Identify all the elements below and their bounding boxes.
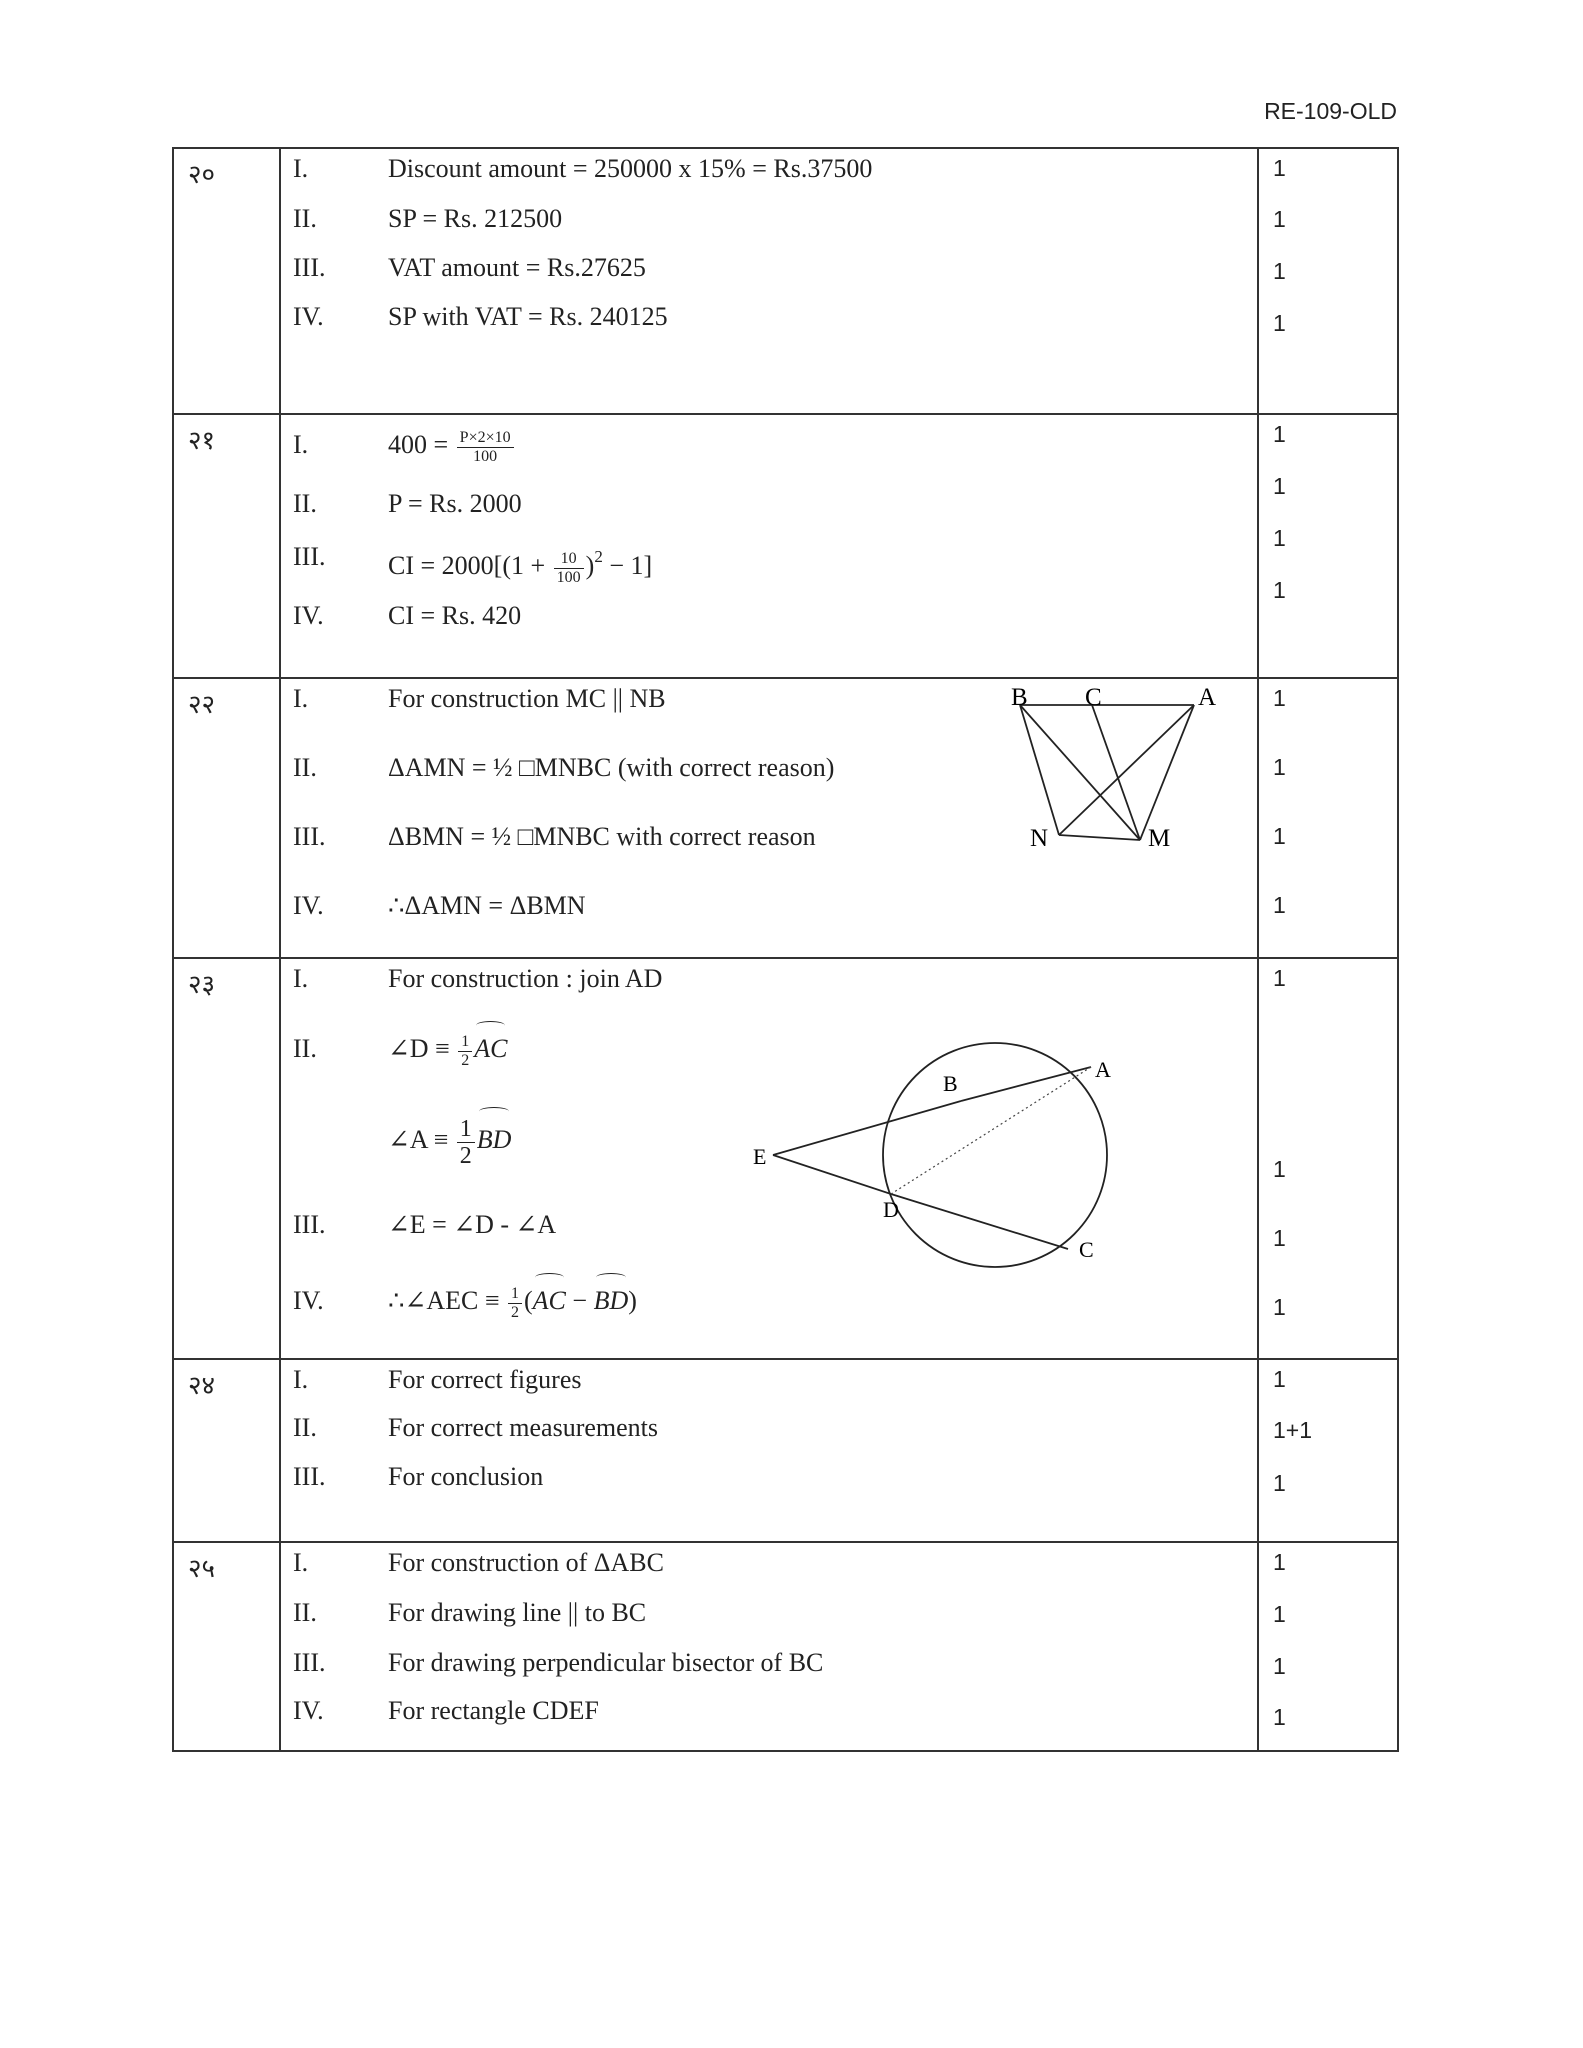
step-numeral: III.	[293, 253, 326, 282]
fraction	[457, 1116, 475, 1169]
marking-scheme-table	[172, 147, 1399, 1752]
mark-value: 1	[1273, 1294, 1286, 1320]
mark-value: 1	[1273, 965, 1286, 991]
step-numeral: III.	[293, 1210, 326, 1239]
vertex-label-a: A	[1198, 684, 1217, 711]
mark-value: 1	[1273, 577, 1286, 603]
fraction-denominator: 100	[473, 447, 498, 465]
table-row	[173, 1542, 1398, 1751]
solution-step	[281, 1543, 1081, 1583]
point-label-e: E	[753, 1144, 767, 1169]
question-number: २०	[188, 160, 216, 190]
fraction-numerator: 1	[458, 1033, 472, 1052]
step-text: SP with VAT = Rs. 240125	[388, 302, 668, 331]
trapezium-figure	[984, 683, 1217, 853]
step-text: ΔAMN = ½ □MNBC (with correct reason)	[388, 753, 835, 782]
step-text	[388, 419, 516, 471]
solution-step	[281, 484, 1081, 524]
step-numeral: IV.	[293, 601, 324, 630]
table-row	[173, 958, 1398, 1359]
step-numeral: I.	[293, 430, 309, 459]
step-numeral: I.	[293, 1365, 309, 1394]
equation-lhs: 400 =	[388, 430, 449, 459]
mark-value: 1	[1273, 206, 1286, 232]
exponent: 2	[594, 547, 603, 566]
solution-step	[281, 817, 1081, 857]
fraction	[508, 1285, 522, 1322]
step-numeral: III.	[293, 1648, 326, 1677]
fraction-denominator: 2	[511, 1303, 519, 1321]
angle-expression: ∠A ≡	[388, 1125, 449, 1154]
mark-value: 1	[1273, 421, 1286, 447]
table-row	[173, 1359, 1398, 1542]
solution-step	[281, 199, 1081, 239]
solution-step	[281, 1457, 1081, 1497]
solution-cell	[280, 1359, 1258, 1542]
question-number: २३	[188, 970, 216, 1000]
mark-value: 1	[1273, 685, 1286, 711]
formula-paren: )	[585, 551, 595, 580]
point-label-c: C	[1079, 1237, 1094, 1262]
solution-step	[281, 419, 1081, 471]
solution-cell	[280, 678, 1258, 958]
mark-value: 1	[1273, 754, 1286, 780]
step-text: For conclusion	[388, 1462, 544, 1491]
point-label-a: A	[1095, 1057, 1111, 1082]
solution-step	[281, 1593, 1081, 1633]
marks-cell	[1258, 1359, 1398, 1542]
step-text	[388, 1023, 507, 1075]
step-numeral: II.	[293, 489, 317, 518]
mark-value: 1	[1273, 1225, 1286, 1251]
point-label-d: D	[883, 1197, 899, 1222]
mark-value: 1	[1273, 473, 1286, 499]
mark-value: 1	[1273, 1366, 1286, 1392]
mark-value: 1	[1273, 1704, 1286, 1730]
step-numeral: IV.	[293, 302, 324, 331]
question-number: २१	[188, 426, 216, 456]
step-text: ∠E = ∠D - ∠A	[388, 1210, 557, 1239]
fraction-denominator: 2	[461, 1051, 470, 1069]
fraction-numerator: 1	[508, 1285, 522, 1304]
arc-notation: AC	[533, 1275, 566, 1327]
vertex-label-m: M	[1148, 825, 1171, 852]
table-row	[173, 678, 1398, 958]
angle-expression: ∠D ≡	[388, 1034, 450, 1063]
fraction-numerator: P×2×10	[457, 429, 514, 448]
question-number-cell	[173, 958, 280, 1359]
step-numeral: IV.	[293, 891, 324, 920]
point-label-b: B	[943, 1071, 958, 1096]
mark-value: 1	[1273, 1549, 1286, 1575]
step-numeral: II.	[293, 1034, 317, 1063]
vertex-label-c: C	[1085, 684, 1102, 711]
mark-value: 1	[1273, 892, 1286, 918]
mark-value: 1	[1273, 1470, 1286, 1496]
question-number-cell	[173, 414, 280, 678]
solution-step	[281, 1643, 1081, 1683]
question-number: २२	[188, 690, 216, 720]
question-number-cell	[173, 1359, 280, 1542]
fraction-numerator: 1	[457, 1116, 475, 1143]
fraction-numerator: 10	[554, 550, 584, 569]
solution-step	[281, 1360, 1081, 1400]
step-text: P = Rs. 2000	[388, 489, 522, 518]
solution-step	[281, 248, 1081, 288]
step-numeral: I.	[293, 1548, 309, 1577]
table-row	[173, 148, 1398, 414]
mark-value: 1	[1273, 155, 1286, 181]
step-numeral: III.	[293, 1462, 326, 1491]
arc-notation: BD	[594, 1275, 629, 1327]
step-numeral: I.	[293, 964, 309, 993]
step-text: Discount amount = 250000 x 15% = Rs.37500	[388, 154, 873, 183]
step-text: VAT amount = Rs.27625	[388, 253, 646, 282]
step-text: CI = Rs. 420	[388, 601, 522, 630]
question-number: २५	[188, 1554, 216, 1584]
marks-cell	[1258, 414, 1398, 678]
step-numeral: I.	[293, 684, 309, 713]
step-numeral: IV.	[293, 1696, 324, 1725]
minus-sign: −	[565, 1286, 594, 1315]
arc-notation: AC	[474, 1023, 507, 1075]
question-number: २४	[188, 1371, 216, 1401]
mark-value: 1	[1273, 310, 1286, 336]
step-numeral: III.	[293, 822, 326, 851]
step-numeral: III.	[293, 542, 326, 571]
step-text	[388, 531, 652, 592]
solution-step	[281, 886, 1081, 926]
formula-tail: − 1]	[602, 551, 653, 580]
mark-value: 1	[1273, 1653, 1286, 1679]
step-numeral: I.	[293, 154, 309, 183]
step-numeral: II.	[293, 204, 317, 233]
step-text: For rectangle CDEF	[388, 1696, 599, 1725]
solution-step	[281, 959, 1081, 999]
marks-cell	[1258, 1542, 1398, 1751]
document-code: RE-109-OLD	[1264, 98, 1397, 124]
mark-value: 1	[1273, 1156, 1286, 1182]
step-text: For drawing perpendicular bisector of BC	[388, 1648, 824, 1677]
fraction	[458, 1033, 472, 1070]
solution-step	[281, 1691, 1081, 1731]
marks-cell	[1258, 148, 1398, 414]
marks-cell	[1258, 678, 1398, 958]
solution-cell	[280, 1542, 1258, 1751]
vertex-label-b: B	[1011, 684, 1028, 711]
step-text: For correct measurements	[388, 1413, 659, 1442]
solution-step	[281, 1275, 1081, 1327]
solution-cell	[280, 414, 1258, 678]
mark-value: 1+1	[1273, 1417, 1313, 1443]
step-text: For construction MC || NB	[388, 684, 666, 713]
circle-secant-figure	[743, 1049, 1118, 1262]
step-text: ∴∠AEC ≡ $\frac{1}{2}$ (AC − BD)	[388, 1275, 637, 1327]
step-text: ΔBMN = ½ □MNBC with correct reason	[388, 822, 816, 851]
question-number-cell	[173, 148, 280, 414]
question-number-cell	[173, 1542, 280, 1751]
mark-value: 1	[1273, 258, 1286, 284]
solution-cell	[280, 148, 1258, 414]
vertex-label-n: N	[1030, 825, 1049, 852]
step-text: SP = Rs. 212500	[388, 204, 563, 233]
arc-notation: BD	[477, 1109, 512, 1171]
marks-cell	[1258, 958, 1398, 1359]
step-text: ∴ΔAMN = ΔBMN	[388, 891, 586, 920]
step-text: For construction of ΔABC	[388, 1548, 664, 1577]
question-number-cell	[173, 678, 280, 958]
mark-value: 1	[1273, 823, 1286, 849]
step-numeral: IV.	[293, 1286, 324, 1315]
formula-prefix: CI = 2000[(1 +	[388, 551, 546, 580]
fraction	[554, 550, 584, 587]
solution-cell	[280, 958, 1258, 1359]
angle-expression: ∴∠AEC ≡	[388, 1286, 500, 1315]
fraction	[457, 429, 514, 466]
fraction-denominator: 100	[556, 568, 581, 586]
step-numeral: II.	[293, 1598, 317, 1627]
solution-step	[281, 297, 1081, 337]
fraction-denominator: 2	[459, 1142, 472, 1169]
solution-step	[281, 596, 1081, 636]
step-numeral: II.	[293, 1413, 317, 1442]
solution-step	[281, 1408, 1081, 1448]
step-numeral: II.	[293, 753, 317, 782]
step-text: For drawing line || to BC	[388, 1598, 647, 1627]
table-row	[173, 414, 1398, 678]
solution-step	[281, 748, 1081, 788]
solution-step	[281, 679, 1081, 719]
solution-step	[281, 149, 1081, 189]
step-text: For correct figures	[388, 1365, 582, 1394]
mark-value: 1	[1273, 525, 1286, 551]
step-text	[388, 1109, 511, 1171]
step-text: For construction : join AD	[388, 964, 663, 993]
mark-value: 1	[1273, 1601, 1286, 1627]
solution-step	[281, 531, 1081, 586]
